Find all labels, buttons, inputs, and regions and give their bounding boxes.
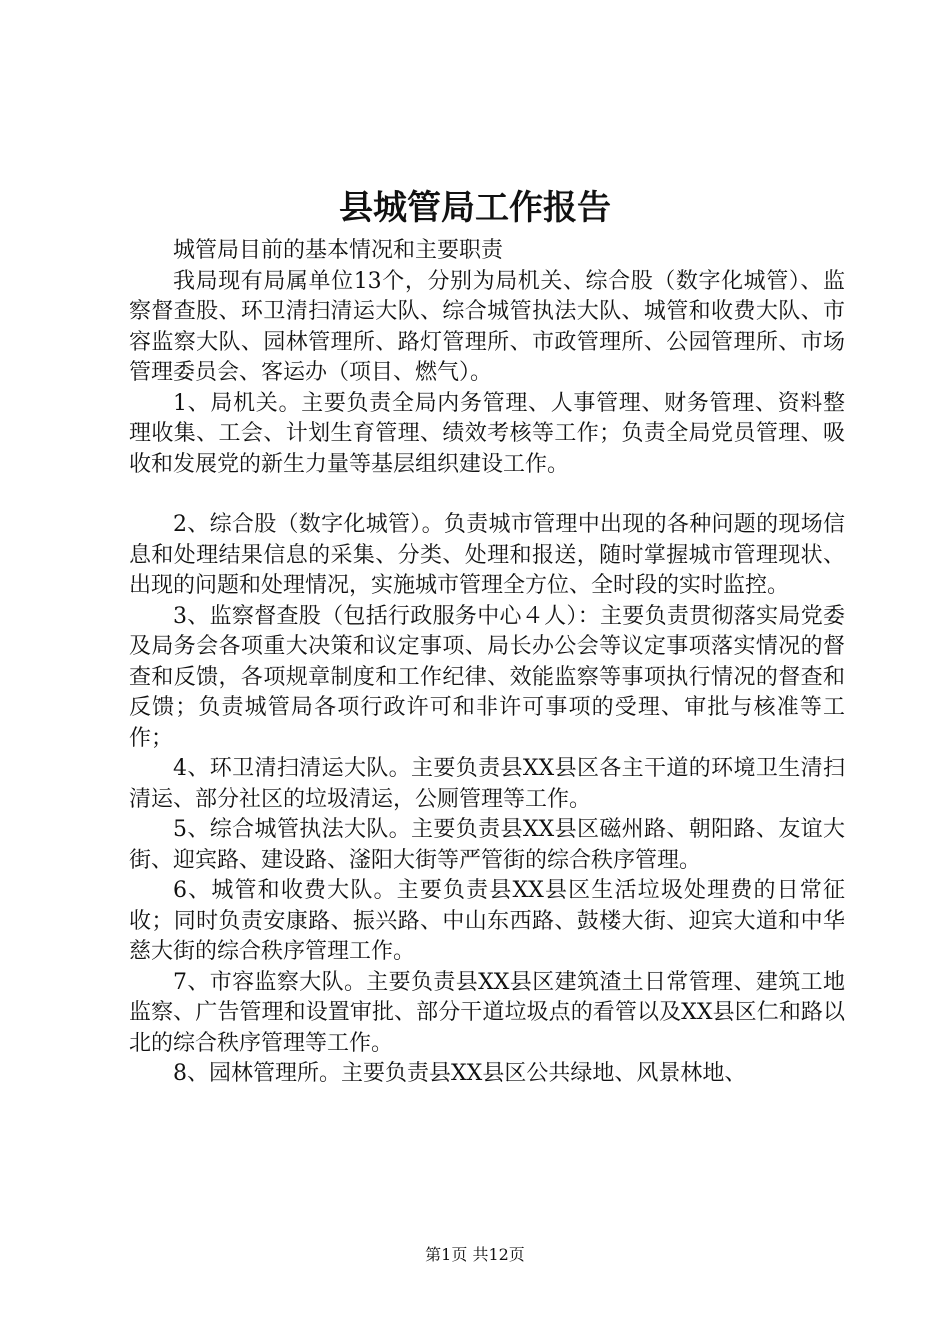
document-title: 县城管局工作报告 [339,188,611,228]
page-number-footer: 第1页 共12页 [425,1245,525,1264]
paragraph-item-3: 3、监察督查股（包括行政服务中心４人）：主要负责贯彻落实局党委及局务会各项重大决策和议定事项、局长办公会等议定事项落实情况的督查和反馈，各项规章制度和工作纪律、效能监察等事项执行情况的督查和反馈；负责城管局各项行政许可和非许可事项的受理、审批与核准等工作； [129,603,845,751]
document-body [129,236,845,1090]
paragraph-item-2: 2、综合股（数字化城管）。负责城市管理中出现的各种问题的现场信息和处理结果信息的采集、分类、处理和报送，随时掌握城市管理现状、出现的问题和处理情况，实施城市管理全方位、全时段的实时监控。 [129,512,845,598]
paragraph-item-5: 5、综合城管执法大队。主要负责县XX县区磁州路、朝阳路、友谊大街、迎宾路、建设路、滏阳大街等严管街的综合秩序管理。 [129,817,845,873]
paragraph-item-8: 8、园林管理所。主要负责县XX县区公共绿地、风景林地、 [173,1061,747,1086]
paragraph-item-1: 1、局机关。主要负责全局内务管理、人事管理、财务管理、资料整理收集、工会、计划生育管理、绩效考核等工作；负责全局党员管理、吸收和发展党的新生力量等基层组织建设工作。 [129,390,845,477]
paragraph-units-overview: 我局现有局属单位13个，分别为局机关、综合股（数字化城管）、监察督查股、环卫清扫清运大队、综合城管执法大队、城管和收费大队、市容监察大队、园林管理所、路灯管理所、市政管理所、公园管理所、市场管理委员会、客运办（项目、燃气）。 [129,268,845,385]
paragraph-item-6: 6、城管和收费大队。主要负责县XX县区生活垃圾处理费的日常征收；同时负责安康路、振兴路、中山东西路、鼓楼大街、迎宾大道和中华慈大街的综合秩序管理工作。 [129,878,845,964]
paragraph-item-4: 4、环卫清扫清运大队。主要负责县XX县区各主干道的环境卫生清扫清运、部分社区的垃圾清运，公厕管理等工作。 [129,756,845,812]
paragraph-item-7: 7、市容监察大队。主要负责县XX县区建筑渣土日常管理、建筑工地监察、广告管理和设置审批、部分干道垃圾点的看管以及XX县区仁和路以北的综合秩序管理等工作。 [129,969,845,1056]
paragraph-intro-heading: 城管局目前的基本情况和主要职责 [173,238,504,263]
